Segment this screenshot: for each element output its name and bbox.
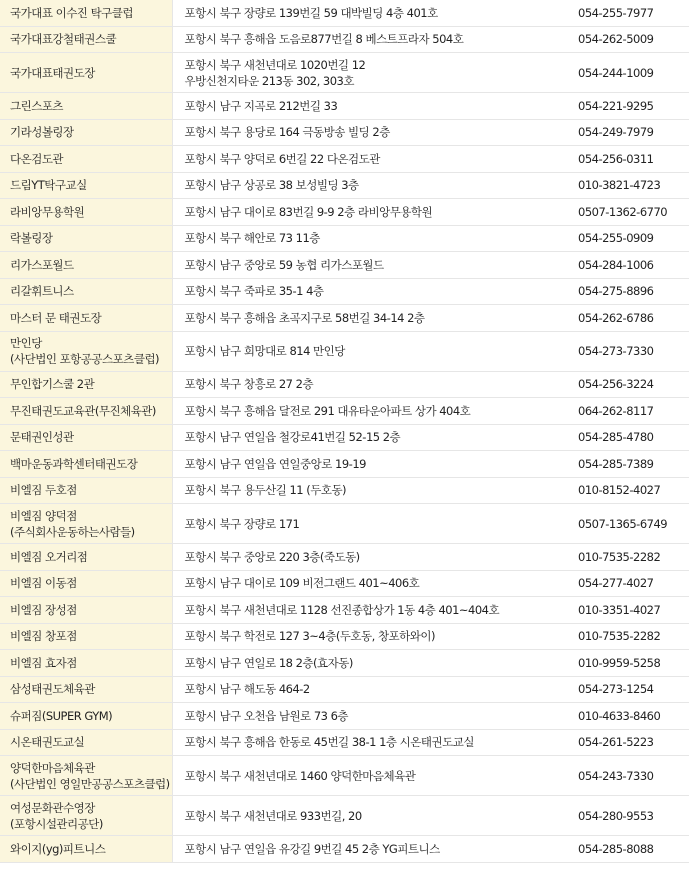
address-cell <box>172 26 564 53</box>
phone-cell: 054-255-0909 <box>564 225 689 252</box>
address-cell <box>172 172 564 199</box>
table-row <box>0 451 689 478</box>
facility-name-line: 국가대표태권도장 <box>10 65 95 80</box>
facility-name-cell <box>0 570 172 597</box>
facility-name-cell <box>0 119 172 146</box>
facility-name-line: 비엘짐 이동점 <box>10 576 77 591</box>
phone-cell: 054-244-1009 <box>564 53 689 93</box>
address-line: 포항시 남구 오천읍 남원로 73 6층 <box>184 708 349 723</box>
address-cell <box>172 451 564 478</box>
phone-cell: 054-284-1006 <box>564 252 689 279</box>
address-line: 포항시 남구 연일읍 연일중앙로 19-19 <box>184 456 366 471</box>
facility-name-cell <box>0 53 172 93</box>
address-line: 포항시 남구 연일읍 유강길 9번길 45 2층 YG피트니스 <box>184 841 440 856</box>
phone-cell: 010-3821-4723 <box>564 172 689 199</box>
facility-name-cell <box>0 477 172 504</box>
facility-name-line: 국가대표강철태권스쿨 <box>10 32 117 47</box>
facility-name-cell <box>0 796 172 836</box>
address-cell <box>172 305 564 332</box>
facility-name-line: 비엘짐 양덕점 <box>10 508 77 523</box>
address-line: 포항시 북구 해안로 73 11층 <box>184 231 320 246</box>
address-line: 포항시 북구 새천년대로 1020번길 12 <box>184 57 366 72</box>
facility-name-cell <box>0 703 172 730</box>
facility-name-line: 기라성볼링장 <box>10 125 74 140</box>
table-row <box>0 703 689 730</box>
facility-name-line: 그린스포츠 <box>10 98 64 113</box>
address-line: 우방신천지타운 213동 302, 303호 <box>184 73 354 88</box>
address-line: 포항시 북구 중앙로 220 3층(죽도동) <box>184 549 360 564</box>
facility-name-line: 무인합기스쿨 2관 <box>10 377 95 392</box>
facility-name-line: 비엘짐 창포점 <box>10 629 77 644</box>
facility-name-cell <box>0 756 172 796</box>
table-row <box>0 172 689 199</box>
facility-name-cell <box>0 597 172 624</box>
table-row <box>0 199 689 226</box>
table-row <box>0 119 689 146</box>
phone-cell: 010-8152-4027 <box>564 477 689 504</box>
facility-name-line: (사단법인 영일만공공스포츠클럽) <box>10 776 170 791</box>
facility-name-line: 비엘짐 효자점 <box>10 655 77 670</box>
facility-name-cell <box>0 93 172 120</box>
facility-name-cell <box>0 650 172 677</box>
facility-name-line: 무진태권도교육관(무진체육관) <box>10 403 156 418</box>
phone-cell: 054-243-7330 <box>564 756 689 796</box>
phone-cell: 054-285-8088 <box>564 836 689 863</box>
facility-name-line: (포항시설관리공단) <box>10 816 103 831</box>
address-cell <box>172 477 564 504</box>
facility-name-line: 여성문화관수영장 <box>10 800 95 815</box>
address-line: 포항시 북구 용당로 164 극동방송 빌딩 2층 <box>184 125 390 140</box>
address-cell <box>172 278 564 305</box>
phone-cell: 010-3351-4027 <box>564 597 689 624</box>
facility-name-line: 비엘짐 장성점 <box>10 602 77 617</box>
facility-name-line: 비엘짐 두호점 <box>10 483 77 498</box>
table-row <box>0 729 689 756</box>
address-cell <box>172 398 564 425</box>
table-row <box>0 756 689 796</box>
address-cell <box>172 225 564 252</box>
table-row <box>0 26 689 53</box>
facility-name-cell <box>0 398 172 425</box>
table-row <box>0 93 689 120</box>
address-cell <box>172 146 564 173</box>
table-row <box>0 504 689 544</box>
facility-name-line: 문태권인성관 <box>10 430 74 445</box>
facility-name-cell <box>0 729 172 756</box>
facility-name-cell <box>0 451 172 478</box>
table-row <box>0 371 689 398</box>
facility-name-line: 와이지(yg)피트니스 <box>10 841 106 856</box>
phone-cell: 010-7535-2282 <box>564 544 689 571</box>
table-row <box>0 597 689 624</box>
facility-name-cell <box>0 26 172 53</box>
address-cell <box>172 703 564 730</box>
phone-cell: 054-249-7979 <box>564 119 689 146</box>
table-row <box>0 252 689 279</box>
table-row <box>0 53 689 93</box>
table-row <box>0 146 689 173</box>
phone-cell: 054-285-4780 <box>564 424 689 451</box>
address-line: 포항시 남구 대이로 109 비전그랜드 401~406호 <box>184 576 420 591</box>
facility-name-line: 마스터 문 태권도장 <box>10 310 102 325</box>
address-cell <box>172 0 564 26</box>
address-cell <box>172 836 564 863</box>
facility-name-line: 슈퍼짐(SUPER GYM) <box>10 708 113 723</box>
address-line: 포항시 북구 장량로 171 <box>184 516 300 531</box>
table-row <box>0 650 689 677</box>
facility-name-cell <box>0 676 172 703</box>
phone-cell: 054-277-4027 <box>564 570 689 597</box>
phone-cell: 054-262-6786 <box>564 305 689 332</box>
facility-name-cell <box>0 305 172 332</box>
table-row <box>0 570 689 597</box>
table-row <box>0 278 689 305</box>
facility-name-line: (주식회사운동하는사람들) <box>10 524 135 539</box>
address-line: 포항시 북구 흥해읍 도음로877번길 8 베스트프라자 504호 <box>184 32 464 47</box>
address-line: 포항시 남구 연일로 18 2층(효자동) <box>184 655 353 670</box>
address-cell <box>172 570 564 597</box>
facility-name-cell <box>0 544 172 571</box>
address-line: 포항시 남구 해도동 464-2 <box>184 682 310 697</box>
address-cell <box>172 676 564 703</box>
address-line: 포항시 남구 연일읍 철강로41번길 52-15 2층 <box>184 430 401 445</box>
address-cell <box>172 371 564 398</box>
address-cell <box>172 597 564 624</box>
address-cell <box>172 119 564 146</box>
address-cell <box>172 650 564 677</box>
facility-name-cell <box>0 199 172 226</box>
address-cell <box>172 252 564 279</box>
phone-cell: 064-262-8117 <box>564 398 689 425</box>
phone-cell: 054-280-9553 <box>564 796 689 836</box>
facility-name-cell <box>0 0 172 26</box>
phone-cell: 010-4633-8460 <box>564 703 689 730</box>
address-line: 포항시 남구 대이로 83번길 9-9 2층 라비앙무용학원 <box>184 204 433 219</box>
phone-cell: 0507-1365-6749 <box>564 504 689 544</box>
address-line: 포항시 북구 새천년대로 933번길, 20 <box>184 808 362 823</box>
address-line: 포항시 북구 흥해읍 달전로 291 대유타운아파트 상가 404호 <box>184 403 471 418</box>
facility-name-line: 백마운동과학센터태권도장 <box>10 456 138 471</box>
address-line: 포항시 남구 지곡로 212번길 33 <box>184 98 338 113</box>
address-cell <box>172 331 564 371</box>
phone-cell: 054-273-7330 <box>564 331 689 371</box>
facility-name-cell <box>0 252 172 279</box>
phone-cell: 0507-1362-6770 <box>564 199 689 226</box>
facility-name-line: (사단법인 포항공공스포츠클럽) <box>10 352 160 366</box>
address-cell <box>172 424 564 451</box>
facility-name-line: 삼성태권도체육관 <box>10 682 95 697</box>
address-cell <box>172 504 564 544</box>
table-row <box>0 305 689 332</box>
facility-name-cell <box>0 371 172 398</box>
address-line: 포항시 북구 흥해읍 초곡지구로 58번길 34-14 2층 <box>184 310 425 325</box>
facility-name-cell <box>0 836 172 863</box>
facility-name-cell <box>0 172 172 199</box>
phone-cell: 010-9959-5258 <box>564 650 689 677</box>
address-cell <box>172 756 564 796</box>
facility-name-line: 락볼링장 <box>10 231 53 246</box>
address-cell <box>172 729 564 756</box>
address-cell <box>172 93 564 120</box>
table-row <box>0 477 689 504</box>
address-line: 포항시 북구 새천년대로 1460 양덕한마음체육관 <box>184 768 416 783</box>
facility-name-line: 만인당 <box>10 336 42 350</box>
table-row <box>0 544 689 571</box>
address-line: 포항시 북구 창흥로 27 2층 <box>184 377 314 392</box>
phone-cell: 010-7535-2282 <box>564 623 689 650</box>
address-line: 포항시 북구 죽파로 35-1 4층 <box>184 284 324 299</box>
facility-name-line: 양덕한마음체육관 <box>10 760 95 775</box>
table-row <box>0 836 689 863</box>
phone-cell: 054-262-5009 <box>564 26 689 53</box>
table-row <box>0 0 689 26</box>
facility-name-cell <box>0 146 172 173</box>
table-row <box>0 398 689 425</box>
address-cell <box>172 544 564 571</box>
facility-name-line: 라비앙무용학원 <box>10 204 85 219</box>
facility-name-line: 국가대표 이수진 탁구클럽 <box>10 5 134 20</box>
address-cell <box>172 796 564 836</box>
facility-name-line: 비엘짐 오거리점 <box>10 549 88 564</box>
table-row <box>0 424 689 451</box>
facility-name-line: 리갈휘트니스 <box>10 284 74 299</box>
table-row <box>0 331 689 371</box>
phone-cell: 054-255-7977 <box>564 0 689 26</box>
phone-cell: 054-273-1254 <box>564 676 689 703</box>
address-cell <box>172 199 564 226</box>
phone-cell: 054-285-7389 <box>564 451 689 478</box>
address-line: 포항시 북구 양덕로 6번길 22 다온검도관 <box>184 151 380 166</box>
address-line: 포항시 북구 장량로 139번길 59 대박빌딩 4층 401호 <box>184 5 438 20</box>
address-line: 포항시 남구 상공로 38 보성빌딩 3층 <box>184 178 359 193</box>
table-row <box>0 225 689 252</box>
table-row <box>0 623 689 650</box>
phone-cell: 054-261-5223 <box>564 729 689 756</box>
facility-name-cell <box>0 278 172 305</box>
facility-name-cell <box>0 225 172 252</box>
address-cell <box>172 623 564 650</box>
facility-name-line: 시온태권도교실 <box>10 735 85 750</box>
facility-name-cell <box>0 424 172 451</box>
facility-name-line: 드림YT탁구교실 <box>10 178 87 193</box>
facility-name-cell <box>0 623 172 650</box>
table-row <box>0 796 689 836</box>
phone-cell: 054-275-8896 <box>564 278 689 305</box>
address-line: 포항시 북구 흥해읍 한동로 45번길 38-1 1층 시온태권도교실 <box>184 735 474 750</box>
address-line: 포항시 북구 학전로 127 3~4층(두호동, 창포하와이) <box>184 629 435 644</box>
address-cell <box>172 53 564 93</box>
facility-name-line: 다온검도관 <box>10 151 64 166</box>
address-line: 포항시 북구 용두산길 11 (두호동) <box>184 483 347 498</box>
facility-name-line: 리가스포월드 <box>10 257 74 272</box>
address-line: 포항시 남구 중앙로 59 농협 리가스포월드 <box>184 257 384 272</box>
facility-name-cell <box>0 504 172 544</box>
table-row <box>0 676 689 703</box>
phone-cell: 054-256-3224 <box>564 371 689 398</box>
phone-cell: 054-221-9295 <box>564 93 689 120</box>
facility-name-cell <box>0 331 172 371</box>
address-line: 포항시 북구 새천년대로 1128 선진종합상가 1동 4층 401~404호 <box>184 602 500 617</box>
phone-cell: 054-256-0311 <box>564 146 689 173</box>
address-line: 포항시 남구 희망대로 814 만인당 <box>184 344 345 358</box>
